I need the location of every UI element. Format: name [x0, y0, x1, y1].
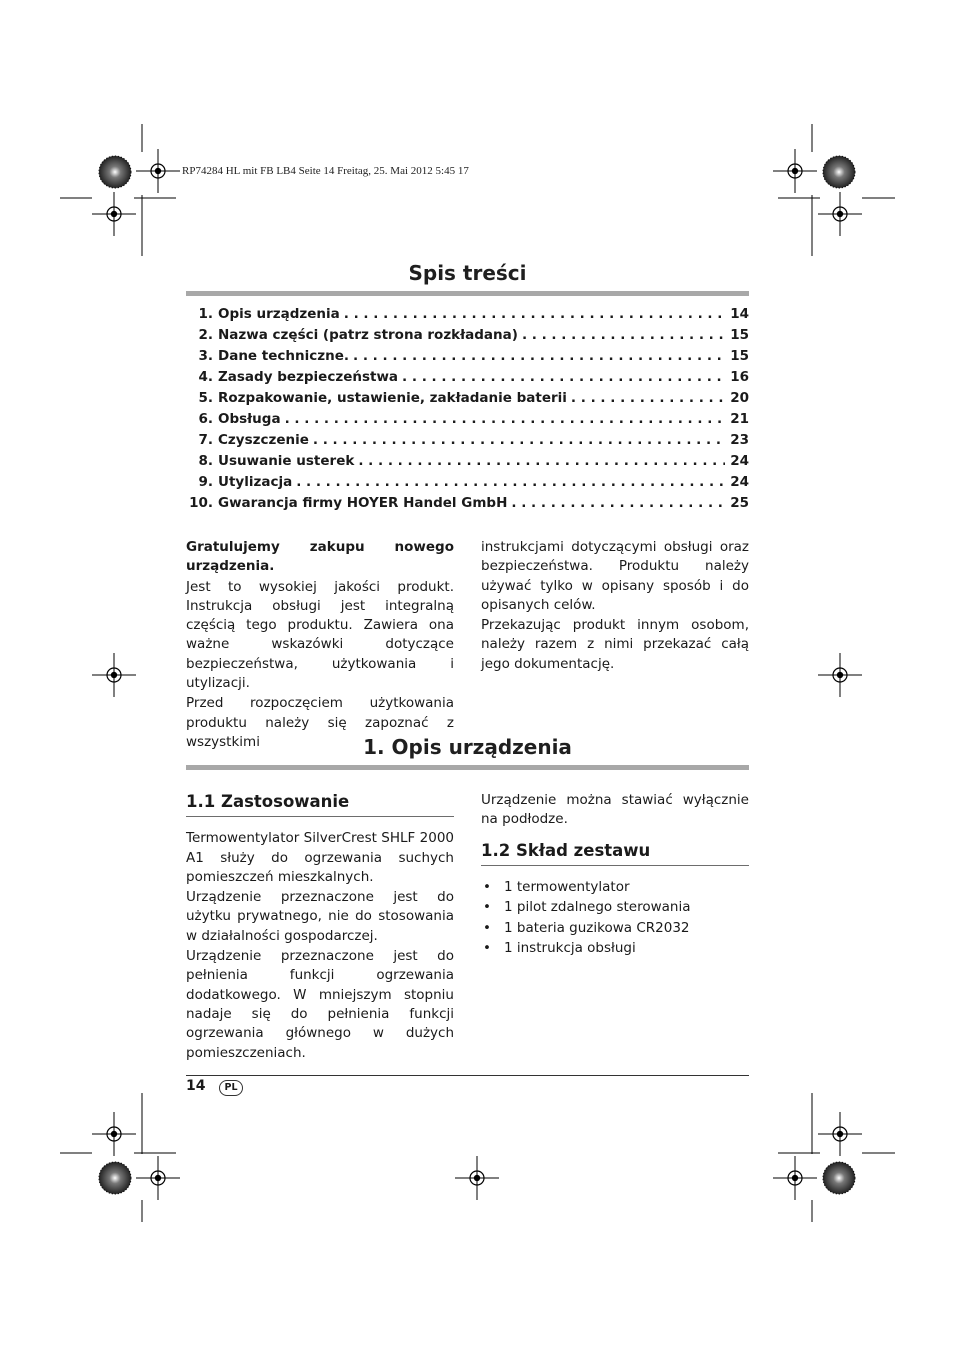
usage-paragraph: Urządzenie można stawiać wyłącznie na podłodze. [481, 792, 749, 828]
toc-entry-number: 6. [198, 411, 213, 427]
toc-entry-title: Zasady bezpieczeństwa [218, 369, 399, 385]
toc-entry-number: 4. [198, 369, 213, 385]
intro-paragraph: Przed rozpoczęciem użytkowania produktu należy się zapoznać z wszystkimi [186, 695, 454, 750]
toc-entry-page: 23 [730, 432, 749, 448]
list-item: • 1 termowentylator [481, 878, 749, 899]
section-right-column [481, 791, 749, 960]
toc-leader-dots [340, 306, 725, 322]
toc-leader-dots [292, 474, 725, 490]
usage-paragraph: Urządzenie przeznaczone jest do pełnienia funkcji ogrzewania dodatkowego. W mniejszym stopniu nadaje się do pełnienia funkcji ogrzewania głównego w dużych pomieszczeniach. [186, 948, 454, 1061]
section-left-column [186, 792, 454, 1064]
toc-leader-dots [398, 369, 725, 385]
toc-leader-dots [281, 411, 725, 427]
toc-leader-dots [349, 348, 725, 364]
toc-entry-title: Rozpakowanie, ustawienie, zakładanie baterii [218, 390, 567, 406]
toc-entry[interactable] [186, 453, 749, 474]
section-title-bar [186, 765, 749, 770]
toc-entry-page: 16 [730, 369, 749, 385]
toc-title: Spis treści [408, 261, 527, 285]
intro-paragraph: Przekazując produkt innym osobom, należy razem z nimi przekazać całą jego dokumentację. [481, 617, 749, 672]
toc-entry[interactable] [186, 306, 749, 327]
toc-entry-title: Nazwa części (patrz strona rozkładana) [218, 327, 518, 343]
toc-entry-title: Czyszczenie [218, 432, 309, 448]
intro-left-column [186, 538, 454, 753]
intro-paragraph-continued: instrukcjami dotyczącymi obsługi oraz bezpieczeństwa. Produktu należy używać tylko w opisany sposób i do opisanych celów. [481, 539, 749, 613]
footer-rule [186, 1075, 749, 1076]
toc-entry[interactable] [186, 432, 749, 453]
toc-entry-number: 10. [189, 495, 213, 511]
toc-entry-title: Obsługa [218, 411, 281, 427]
intro-right-column [481, 538, 749, 675]
toc-entry[interactable] [186, 495, 749, 516]
toc-leader-dots [507, 495, 725, 511]
list-item: • 1 bateria guzikowa CR2032 [481, 919, 749, 940]
toc-entry-title: Dane techniczne. [218, 348, 349, 364]
toc-entry[interactable] [186, 369, 749, 390]
page-number: 14 [186, 1078, 206, 1094]
toc-entry-number: 7. [198, 432, 213, 448]
toc-entry[interactable] [186, 474, 749, 495]
toc-entry[interactable] [186, 411, 749, 432]
toc-entry-title: Utylizacja [218, 474, 293, 490]
toc-entry[interactable] [186, 348, 749, 369]
toc-leader-dots [309, 432, 725, 448]
toc-entry-page: 24 [730, 453, 749, 469]
package-contents-list [481, 878, 749, 960]
toc-entry-number: 5. [198, 390, 213, 406]
toc-entry[interactable] [186, 327, 749, 348]
toc-entry-page: 20 [730, 390, 749, 406]
subsection-title-usage: 1.1 Zastosowanie [186, 792, 454, 817]
usage-paragraph: Urządzenie przeznaczone jest do użytku prywatnego, nie do stosowania w działalności gospodarczej. [186, 889, 454, 944]
toc-entry-number: 2. [198, 327, 213, 343]
toc-entry-page: 14 [730, 306, 749, 322]
intro-heading: Gratulujemy zakupu nowego urządzenia. [186, 539, 454, 575]
toc-entry-number: 1. [198, 306, 213, 322]
toc-leader-dots [567, 390, 725, 406]
toc-entry-page: 24 [730, 474, 749, 490]
toc-entry-number: 3. [198, 348, 213, 364]
toc-leader-dots [518, 327, 725, 343]
toc-title-bar [186, 291, 749, 296]
usage-paragraph: Termowentylator SilverCrest SHLF 2000 A1 służy do ogrzewania suchych pomieszczeń mieszkalnych. [186, 830, 454, 885]
toc-entry-title: Usuwanie usterek [218, 453, 355, 469]
subsection-title-contents: 1.2 Skład zestawu [481, 841, 749, 866]
toc-entry[interactable] [186, 390, 749, 411]
toc-entry-page: 21 [730, 411, 749, 427]
toc-entry-title: Opis urządzenia [218, 306, 340, 322]
language-badge: PL [219, 1080, 243, 1096]
intro-paragraph: Jest to wysokiej jakości produkt. Instrukcja obsługi jest integralną częścią tego produktu. Zawiera ona ważne wskazówki dotyczące bezpieczeństwa, użytkowania i utylizacji. [186, 578, 454, 692]
toc-entry-number: 8. [198, 453, 213, 469]
section-title: 1. Opis urządzenia [363, 735, 572, 759]
toc-entry-title: Gwarancja firmy HOYER Handel GmbH [218, 495, 508, 511]
list-item: • 1 instrukcja obsługi [481, 939, 749, 960]
table-of-contents [186, 306, 749, 516]
toc-entry-page: 15 [730, 327, 749, 343]
toc-entry-page: 15 [730, 348, 749, 364]
list-item: • 1 pilot zdalnego sterowania [481, 898, 749, 919]
print-info-line: RP74284 HL mit FB LB4 Seite 14 Freitag, 25. Mai 2012 5:45 17 [182, 165, 469, 177]
toc-entry-number: 9. [198, 474, 213, 490]
toc-entry-page: 25 [730, 495, 749, 511]
toc-leader-dots [354, 453, 725, 469]
